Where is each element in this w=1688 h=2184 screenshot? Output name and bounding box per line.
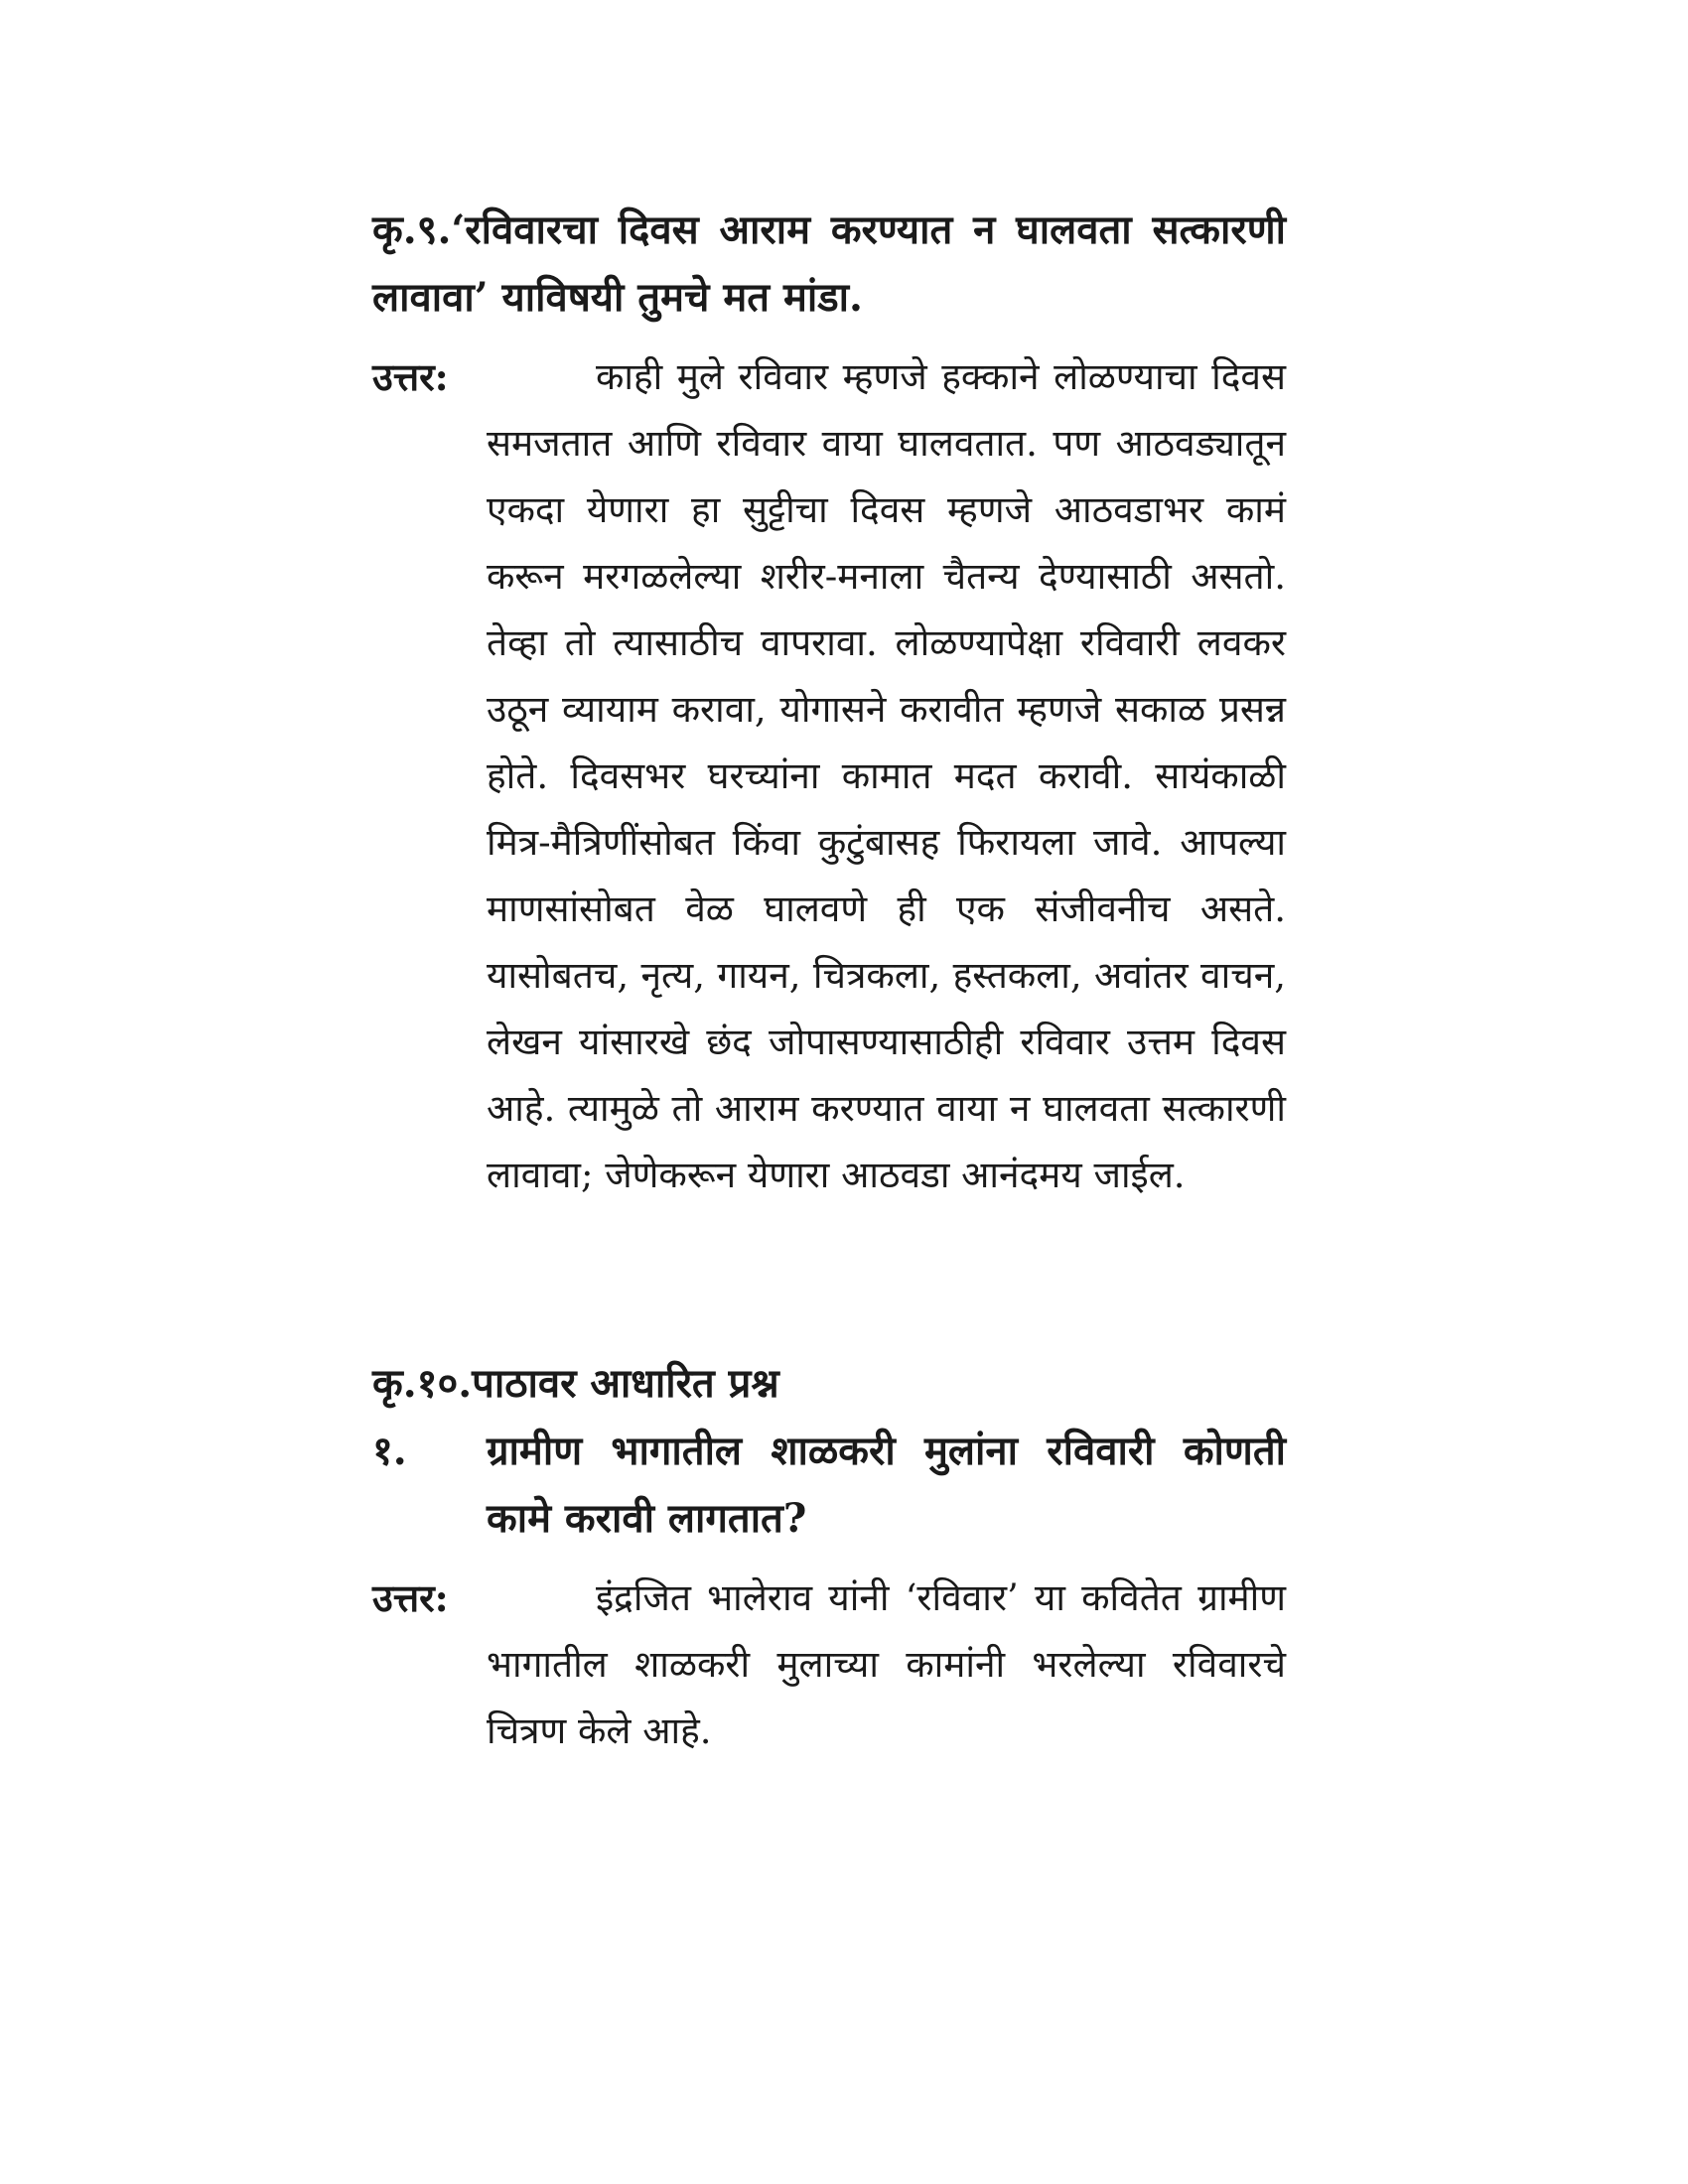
answer-label: उत्तर:: [372, 1575, 449, 1620]
question-10-heading: [372, 1350, 1286, 1418]
question-10-1-text: ग्रामीण भागातील शाळकरी मुलांना रविवारी कोणती कामे करावी लागतात?: [487, 1428, 1286, 1542]
question-9-label: कृ.९.: [372, 206, 452, 253]
question-9-text: ‘रविवारचा दिवस आराम करण्यात न घालवता सत्कारणी लावावा’ याविषयी तुमचे मत मांडा.: [372, 206, 1286, 321]
question-10-label: कृ.१०.: [372, 1360, 473, 1407]
question-9-answer: [372, 343, 1286, 1208]
question-10-1: [372, 1418, 1286, 1553]
question-10-1-number: १.: [372, 1428, 407, 1474]
question-10-1-answer: [372, 1565, 1286, 1764]
answer-10-1-text: इंद्रजित भालेराव यांनी ‘रविवार’ या कवितेत ग्रामीण भागातील शाळकरी मुलाच्या कामांनी भरलेल्या रविवारचे चित्रण केले आहे.: [487, 1576, 1286, 1752]
question-10-text: पाठावर आधारित प्रश्न: [472, 1360, 779, 1407]
question-9-heading: [372, 197, 1286, 332]
answer-9-text: काही मुले रविवार म्हणजे हक्काने लोळण्याचा दिवस समजतात आणि रविवार वाया घालवतात. पण आठवड्यातून एकदा येणारा हा सुट्टीचा दिवस म्हणजे आठवडाभर कामं करून मरगळलेल्या शरीर-मनाला चैतन्य देण्यासाठी असतो. तेव्हा तो त्यासाठीच वापरावा. लोळण्यापेक्षा रविवारी लवकर उठून व्यायाम करावा, योगासने करावीत म्हणजे सकाळ प्रसन्न होते. दिवसभर घरच्यांना कामात मदत करावी. सायंकाळी मित्र-मैत्रिणींसोबत किंवा कुटुंबासह फिरायला जावे. आपल्या माणसांसोबत वेळ घालवणे ही एक संजीवनीच असते. यासोबतच, नृत्य, गायन, चित्रकला, हस्तकला, अवांतर वाचन, लेखन यांसारखे छंद जोपासण्यासाठीही रविवार उत्तम दिवस आहे. त्यामुळे तो आराम करण्यात वाया न घालवता सत्कारणी लावावा; जेणेकरून येणारा आठवडा आनंदमय जाईल.: [487, 355, 1286, 1196]
answer-label: उत्तर:: [372, 354, 449, 399]
